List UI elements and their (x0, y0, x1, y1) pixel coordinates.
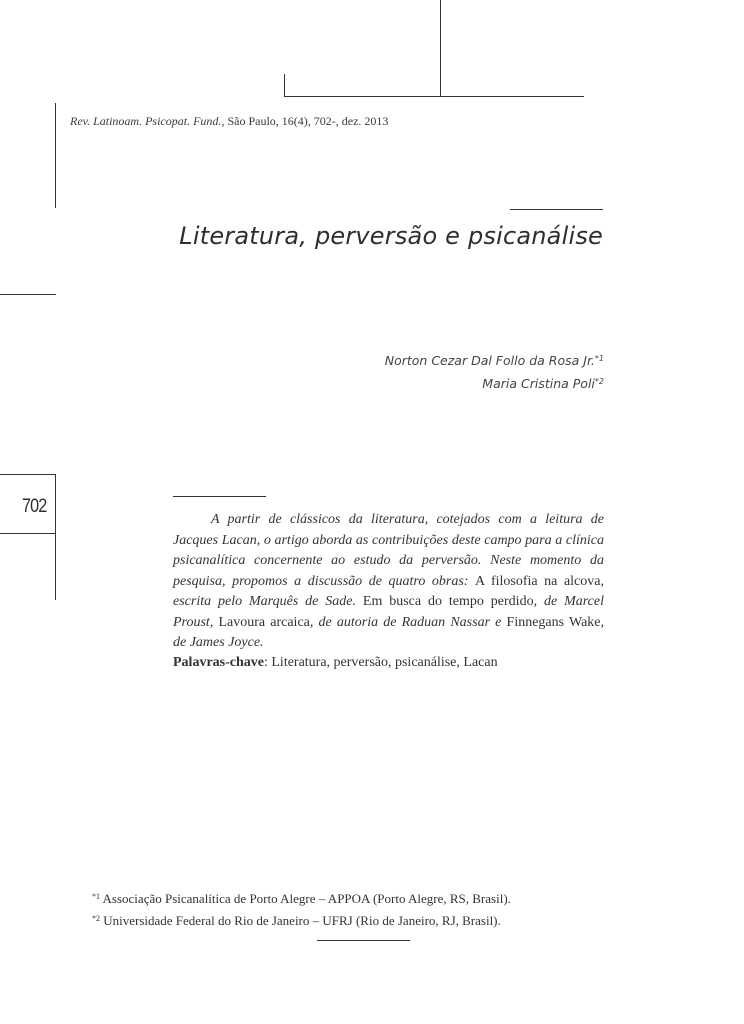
top-left-short-vertical-rule (284, 74, 285, 96)
abstract-segment-4: , de autoria de Raduan Nassar e (309, 614, 507, 630)
keywords-label: Palavras-chave (173, 655, 264, 670)
article-title: Literatura, perversão e psicanálise (179, 222, 603, 250)
author-2-name: Maria Cristina Poli (482, 376, 595, 391)
page-number-box-mid-rule (0, 533, 56, 534)
author-1 (0, 348, 604, 371)
footnote-bottom-rule (317, 940, 410, 941)
footnotes (92, 887, 511, 931)
author-1-name: Norton Cezar Dal Follo da Rosa Jr. (384, 353, 595, 368)
abstract-paragraph (173, 510, 604, 654)
keywords-text: : Literatura, perversão, psicanálise, Lacan (263, 655, 498, 670)
abstract-overline-rule (173, 496, 266, 497)
left-edge-horizontal-rule (0, 294, 56, 295)
page-number: 702 (22, 496, 47, 517)
top-center-vertical-rule (440, 0, 441, 96)
author-2-marker: *2 (594, 377, 604, 386)
footnote-1-marker: *1 (92, 892, 100, 901)
left-margin-vertical-rule (55, 103, 56, 208)
header-horizontal-rule (284, 96, 584, 97)
footnote-2 (92, 909, 511, 931)
work-title-3: Lavoura arcaica (218, 614, 310, 630)
page-number-box-side-rule (55, 474, 56, 600)
abstract (173, 510, 604, 654)
footnote-1 (92, 887, 511, 909)
keywords (173, 655, 498, 671)
author-list (0, 348, 604, 394)
author-2 (0, 371, 604, 394)
footnote-1-text: Associação Psicanalítica de Porto Alegre – APPOA (Porto Alegre, RS, Brasil). (100, 891, 511, 906)
work-title-4: Finnegans Wake (506, 614, 601, 630)
work-title-1: A filosofia na alcova (475, 573, 601, 589)
footnote-2-text: Universidade Federal do Rio de Janeiro – UFRJ (Rio de Janeiro, RJ, Brasil). (100, 913, 501, 928)
abstract-segment-3: , de Marcel Proust, (173, 594, 605, 630)
author-1-marker: *1 (594, 354, 604, 363)
work-title-2: Em busca do tempo perdido (362, 594, 534, 609)
abstract-segment-1: A partir de clássicos da literatura, cotejados com a leitura de Jacques Lacan, o artigo aborda as contribuições deste campo para a clínica psicanalítica concernente ao estudo da perversão. Neste momento da pesquisa, propomos a discussão de quatro obras: (173, 512, 604, 589)
title-overline-rule (510, 209, 603, 210)
running-head (70, 114, 388, 129)
abstract-segment-5: , de James Joyce. (173, 614, 604, 650)
page-number-box-top-rule (0, 474, 56, 475)
abstract-segment-2: , escrita pelo Marquês de Sade. (173, 573, 604, 609)
journal-issue-details: , São Paulo, 16(4), 702-, dez. 2013 (221, 114, 389, 128)
journal-abbreviation: Rev. Latinoam. Psicopat. Fund. (70, 114, 222, 128)
footnote-2-marker: *2 (92, 914, 100, 923)
